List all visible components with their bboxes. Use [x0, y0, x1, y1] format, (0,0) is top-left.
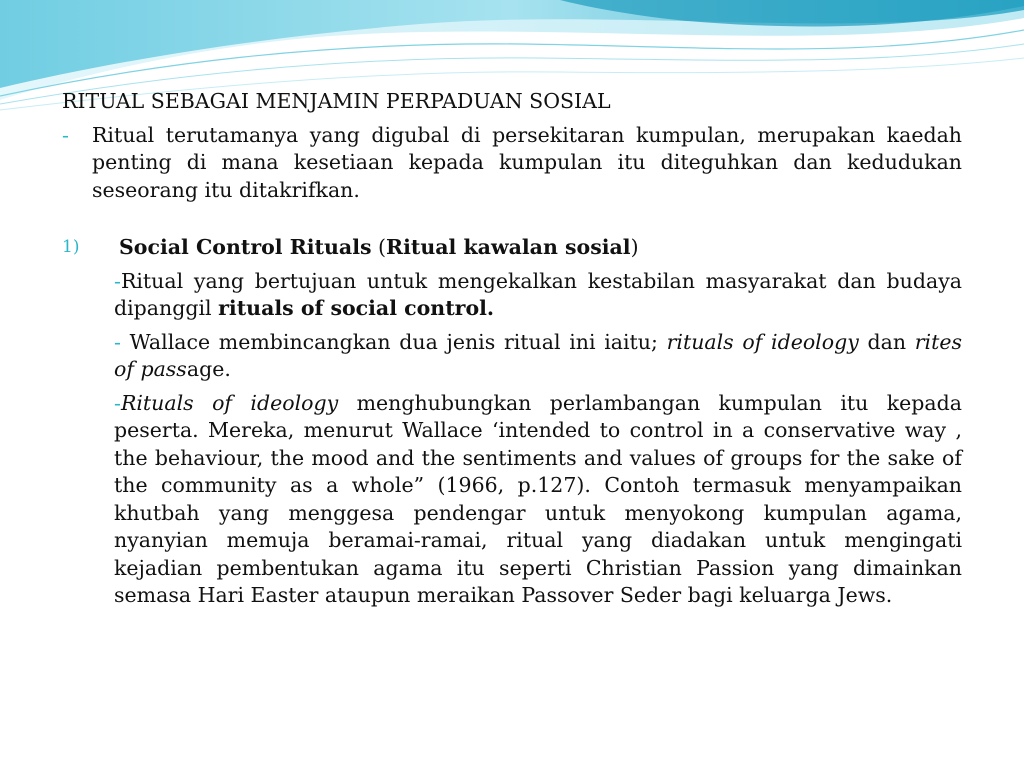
bullet-paragraph: [62, 122, 962, 205]
bullet-text: Ritual terutamanya yang digubal di persekitaran kumpulan, merupakan kaedah penting di mana kesetiaan kepada kumpulan itu diteguhkan dan kedudukan seseorang itu ditakrifkan.: [92, 122, 962, 202]
sub-italic-term: rituals of ideology: [666, 329, 859, 354]
section-paren-close: ): [630, 235, 639, 259]
sub-paragraph-wallace: [114, 329, 962, 384]
bullet-dash-marker: -: [62, 122, 69, 147]
sub-text: Ritual yang bertujuan untuk mengekalkan kestabilan masyarakat dan budaya dipanggil: [114, 268, 962, 320]
sub-italic-term-2: rites of pass: [114, 329, 962, 381]
sub-dash-marker: -: [114, 268, 121, 293]
section-title-english: Social Control Rituals: [119, 235, 372, 259]
section-title-malay: Ritual kawalan sosial: [386, 235, 631, 259]
sub-text-mid: dan: [858, 329, 915, 354]
slide-content: [62, 88, 962, 616]
section-heading: [62, 234, 962, 262]
sub-italic-term: Rituals of ideology: [120, 390, 339, 415]
sub-text-end: age.: [186, 357, 231, 381]
sub-dash-marker: -: [114, 390, 121, 415]
section-paren-open: (: [371, 235, 387, 259]
spacer: [62, 204, 962, 234]
section-number: 1): [62, 237, 80, 257]
sub-text: menghubungkan perlambangan kumpulan itu kepada peserta. Mereka, menurut Wallace ‘intended to control in a conservative way , the behaviour, the mood and the sentiments and values of groups for the sake of the community as a whole” (1966, p.127). Contoh termasuk menyampaikan khutbah yang menggesa pendengar untuk menyokong kumpulan agama, nyanyian memuja beramai-ramai, ritual yang diadakan untuk mengingati kejadian pembentukan agama itu seperti Christian Passion yang dimainkan semasa Hari Easter ataupun meraikan Passover Seder bagi keluarga Jews.: [114, 390, 962, 607]
sub-paragraph-ideology: [114, 390, 962, 610]
sub-text: Wallace membincangkan dua jenis ritual ini iaitu;: [129, 329, 667, 354]
slide-heading: RITUAL SEBAGAI MENJAMIN PERPADUAN SOSIAL: [62, 89, 611, 113]
sub-bold-term: rituals of social control.: [218, 296, 495, 320]
sub-dash-marker: -: [114, 329, 130, 354]
sub-paragraph-definition: [114, 268, 962, 323]
